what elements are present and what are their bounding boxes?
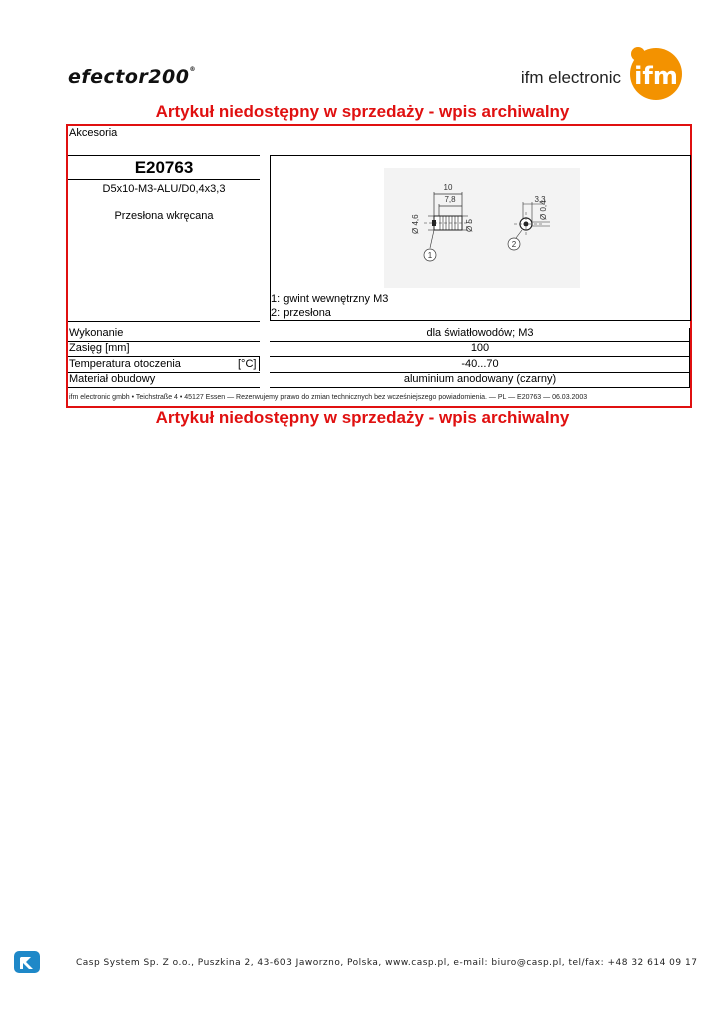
- unit-divider: [259, 357, 260, 371]
- dim-10-label: 10: [443, 183, 453, 192]
- divider: [68, 356, 260, 357]
- spec-value-material: aluminium anodowany (czarny): [403, 373, 557, 385]
- spec-label-material: Materiał obudowy: [69, 373, 156, 385]
- category-label: Akcesoria: [69, 127, 118, 139]
- ifm-electronic-text: ifm electronic: [520, 68, 621, 87]
- dim-4-6-label: Ø 4,6: [411, 214, 420, 234]
- product-description: Przesłona wkręcana: [114, 210, 214, 222]
- spec-value-zasieg: 100: [470, 342, 490, 354]
- spec-label-temperatura: Temperatura otoczenia: [69, 358, 181, 370]
- footer-note: ifm electronic gmbh • Teichstraße 4 • 45127 Essen — Rezerwujemy prawo do zmian technicznych bez wcześniejszego powiadomienia. — PL — E20763 — 06.03.2003: [69, 394, 588, 401]
- ifm-logo-text: ifm: [634, 62, 678, 90]
- dim-3-3-label: 3,3: [534, 195, 546, 204]
- divider: [270, 387, 690, 388]
- efector-brand: efector200®: [68, 66, 196, 88]
- marker-2: 2: [511, 240, 517, 249]
- product-code: E20763: [134, 158, 194, 177]
- archive-notice-top: Artykuł niedostępny w sprzedaży - wpis archiwalny: [155, 102, 570, 121]
- spec-unit-temperatura: [°C]: [238, 358, 257, 370]
- ifm-logo-icon: [624, 40, 688, 100]
- divider: [68, 321, 260, 322]
- divider: [68, 155, 260, 156]
- dim-7-8-label: 7,8: [444, 195, 456, 204]
- spec-value-wykonanie: dla światłowodów; M3: [426, 327, 534, 339]
- divider: [68, 387, 260, 388]
- dim-0-4-label: Ø 0,4: [539, 200, 548, 220]
- spec-value-temperatura: -40...70: [461, 358, 499, 370]
- spec-label-zasieg: Zasięg [mm]: [69, 342, 130, 354]
- archive-notice-bottom: Artykuł niedostępny w sprzedaży - wpis archiwalny: [155, 408, 570, 427]
- spec-label-wykonanie: Wykonanie: [69, 327, 124, 339]
- product-type: D5x10-M3-ALU/D0,4x3,3: [102, 183, 226, 195]
- dim-5-label: Ø 5: [465, 219, 474, 232]
- divider: [68, 179, 260, 180]
- casp-logo-icon: [14, 951, 40, 973]
- technical-drawing: [384, 168, 580, 288]
- company-footer: Casp System Sp. Z o.o., Puszkina 2, 43-603 Jaworzno, Polska, www.casp.pl, e-mail: biuro@casp.pl, tel/fax: +48 32 614 09 17: [76, 958, 698, 968]
- divider: [270, 356, 690, 357]
- efector-brand-text: efector200: [68, 66, 190, 88]
- marker-1: 1: [427, 251, 433, 260]
- legend-item-1: 1: gwint wewnętrzny M3: [271, 293, 389, 305]
- legend-item-2: 2: przesłona: [271, 307, 331, 319]
